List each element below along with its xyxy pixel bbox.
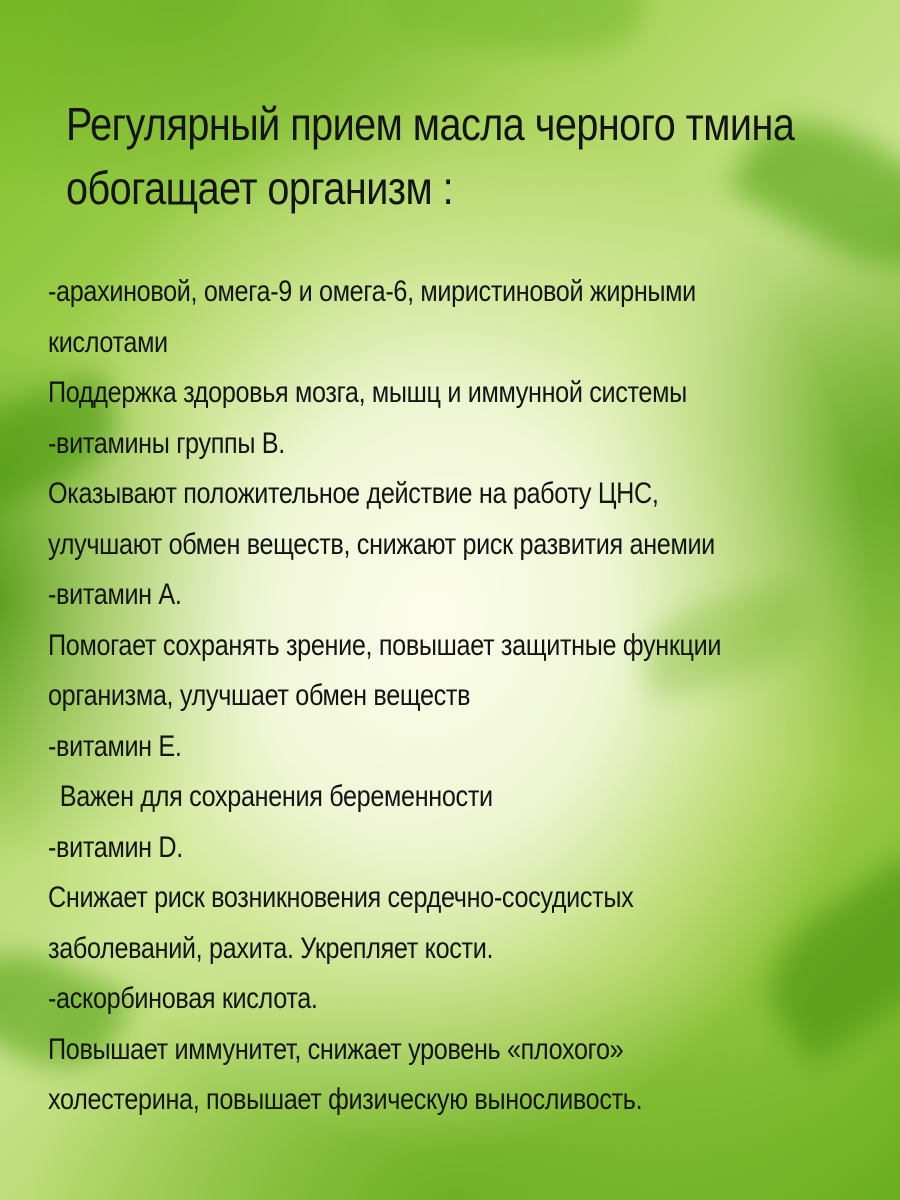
list-item: -витамин Е. [48, 729, 182, 763]
list-item: -витамин D. [48, 830, 183, 864]
list-item: -витамин А. [48, 578, 182, 611]
list-item: -аскорбиновая кислота. [48, 982, 318, 1015]
list-item: Оказывают положительное действие на работу ЦНС, [48, 477, 659, 510]
list-item: Поддержка здоровья мозга, мышц и иммунной системы [48, 376, 687, 409]
list-item: улучшают обмен веществ, снижают риск развития анемии [48, 527, 715, 561]
list-item: Снижает риск возникновения сердечно-сосудистых [48, 881, 634, 914]
list-item: заболеваний, рахита. Укрепляет кости. [48, 931, 494, 965]
list-item: холестерина, повышает физическую выносливость. [48, 1083, 643, 1116]
list-item: Помогает сохранять зрение, повышает защитные функции [48, 628, 722, 662]
title-line-2: обогащает организм : [66, 162, 454, 214]
list-item: -витамины группы В. [48, 426, 285, 460]
benefits-list [48, 267, 854, 1126]
list-item: Важен для сохранения беременности [59, 780, 493, 813]
list-item: организма, улучшает обмен веществ [48, 679, 471, 712]
list-item: кислотами [48, 325, 168, 359]
list-item: -арахиновой, омега-9 и омега-6, миристиновой жирными [48, 275, 696, 308]
title-line-1: Регулярный прием масла черного тмина [66, 98, 795, 150]
list-item: Повышает иммунитет, снижает уровень «плохого» [48, 1032, 624, 1066]
poster-title [66, 92, 857, 220]
